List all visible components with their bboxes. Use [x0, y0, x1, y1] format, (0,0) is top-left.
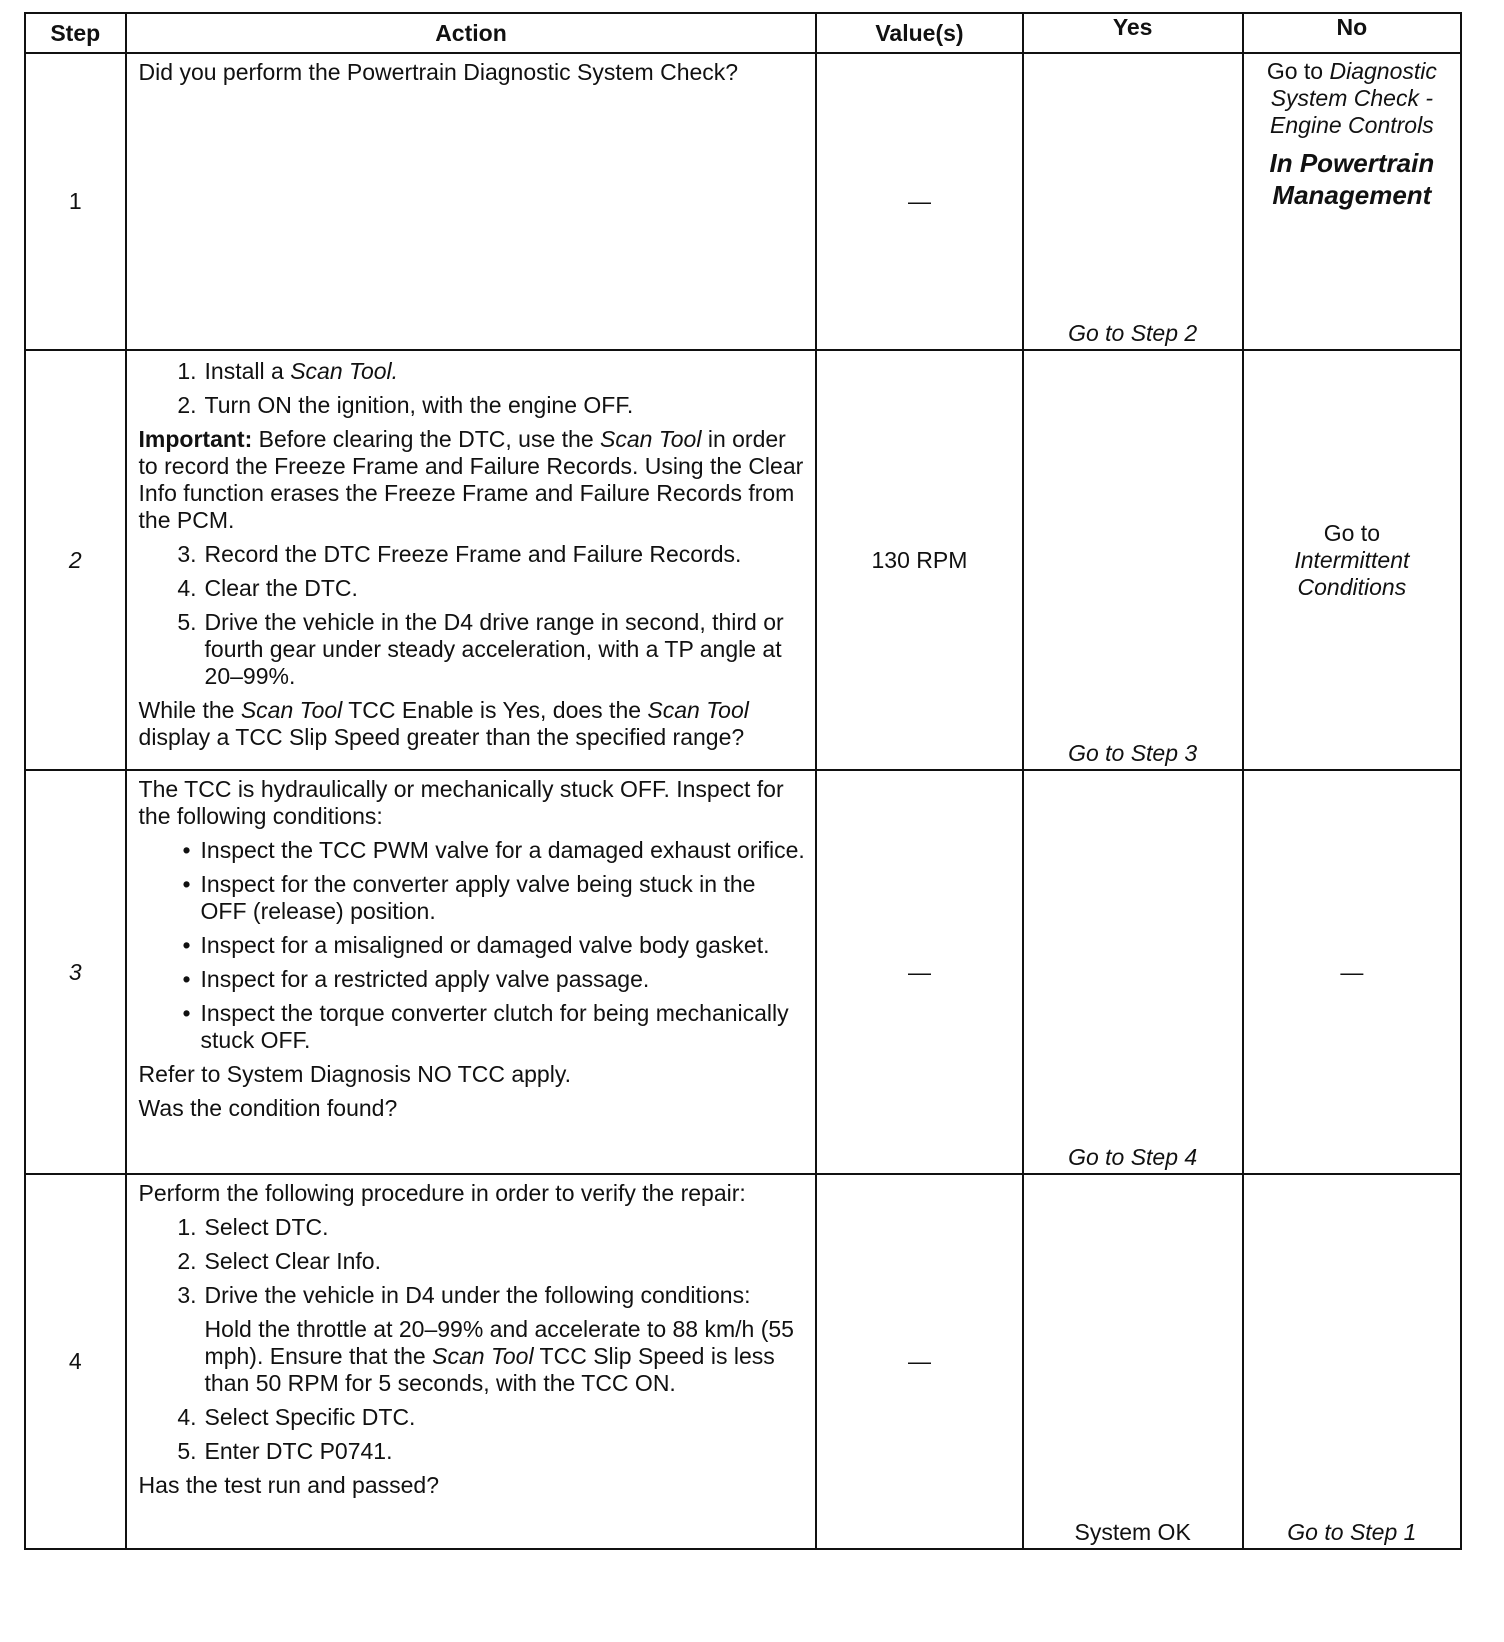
important-note: [139, 426, 808, 534]
value-cell: —: [816, 1174, 1022, 1549]
note-text: Before clearing the DTC, use the: [252, 426, 600, 452]
list-text: Select DTC.: [204, 1214, 329, 1240]
sub-paragraph: [139, 1316, 808, 1397]
value-cell: —: [816, 770, 1022, 1174]
no-prefix: Go to: [1266, 58, 1330, 84]
list-number: 3.: [177, 541, 197, 567]
list-item: [139, 358, 808, 385]
q-text: display a TCC Slip Speed greater than the specified range?: [138, 697, 756, 750]
q-text: While the: [138, 697, 241, 723]
header-row: [25, 13, 1461, 53]
q-emphasis: Scan Tool: [240, 697, 343, 723]
list-text: Enter DTC P0741.: [204, 1438, 393, 1464]
list-text: Select Specific DTC.: [204, 1404, 416, 1430]
header-no: No: [1243, 13, 1461, 53]
bullet-text: Inspect for a misaligned or damaged valve body gasket.: [200, 932, 770, 958]
bullet-item: [139, 966, 808, 993]
bullet-item: [139, 932, 808, 959]
action-cell: [126, 350, 817, 770]
question-text: Has the test run and passed?: [138, 1472, 440, 1498]
bullet-text: Inspect for a restricted apply valve passage.: [200, 966, 650, 992]
intro-text: The TCC is hydraulically or mechanically stuck OFF. Inspect for the following conditions:: [138, 776, 784, 829]
bullet: •: [182, 837, 191, 863]
list-number: 1.: [177, 358, 197, 384]
step-number: 3: [25, 770, 126, 1174]
bullet: •: [182, 966, 191, 992]
no-cell: [1243, 350, 1461, 770]
list-item: [139, 1438, 808, 1465]
list-text: Drive the vehicle in D4 under the following conditions:: [204, 1282, 751, 1308]
bullet: •: [182, 932, 191, 958]
yes-result: Go to Step 4: [1068, 1144, 1198, 1170]
yes-cell: [1023, 770, 1243, 1174]
intro-text: Perform the following procedure in order to verify the repair:: [138, 1180, 746, 1206]
bullet-text: Inspect for the converter apply valve being stuck in the OFF (release) position.: [200, 871, 756, 924]
header-yes: Yes: [1023, 13, 1243, 53]
header-values: Value(s): [816, 13, 1022, 53]
list-text: Drive the vehicle in the D4 drive range in second, third or fourth gear under steady acceleration, with a TP angle at 20–99%.: [204, 609, 784, 689]
question-text: [139, 697, 808, 751]
list-number: 4.: [177, 1404, 197, 1430]
list-number: 4.: [177, 575, 197, 601]
bullet-item: [139, 871, 808, 925]
refer-text: Refer to System Diagnosis NO TCC apply.: [138, 1061, 572, 1087]
question-text: Was the condition found?: [138, 1095, 398, 1121]
no-result: [1244, 58, 1460, 139]
action-cell: [126, 1174, 817, 1549]
header-step: Step: [25, 13, 126, 53]
no-link: Diagnostic System Check - Engine Controls: [1270, 58, 1437, 138]
table-row-step-2: [25, 350, 1461, 770]
list-text: Install a: [204, 358, 291, 384]
note-text: in order to record the Freeze Frame and Failure Records. Using the Clear Info function erases the Freeze Frame and Failure Records from the PCM.: [138, 426, 810, 533]
bullet-text: Inspect the TCC PWM valve for a damaged exhaust orifice.: [200, 837, 805, 863]
table-row-step-3: [25, 770, 1461, 1174]
list-item: [139, 575, 808, 602]
yes-cell: [1023, 1174, 1243, 1549]
list-number: 5.: [177, 1438, 197, 1464]
step-number: 4: [25, 1174, 126, 1549]
important-label: Important:: [138, 426, 253, 452]
action-cell: [126, 53, 817, 350]
yes-result: System OK: [1074, 1519, 1191, 1545]
yes-result: Go to Step 3: [1068, 740, 1198, 766]
list-number: 1.: [177, 1214, 197, 1240]
sub-emphasis: Scan Tool: [432, 1343, 534, 1369]
list-text-emphasis: Scan Tool.: [290, 358, 399, 384]
note-emphasis: Scan Tool: [600, 426, 702, 452]
no-reference: In Powertrain Management: [1269, 148, 1435, 210]
table-row-step-4: [25, 1174, 1461, 1549]
no-link: Intermittent Conditions: [1294, 546, 1410, 600]
list-item: [139, 541, 808, 568]
value-cell: —: [816, 53, 1022, 350]
action-cell: [126, 770, 817, 1174]
no-cell: [1243, 53, 1461, 350]
no-prefix: Go to: [1323, 519, 1380, 546]
question-text: Did you perform the Powertrain Diagnostic System Check?: [138, 59, 739, 85]
q-text: TCC Enable is Yes, does the: [342, 697, 648, 723]
list-text: Select Clear Info.: [204, 1248, 381, 1274]
q-emphasis: Scan Tool: [647, 697, 749, 723]
list-item: [139, 1282, 808, 1309]
list-item: [139, 1248, 808, 1275]
list-number: 3.: [177, 1282, 197, 1308]
list-item: [139, 392, 808, 419]
list-number: 5.: [177, 609, 197, 635]
list-number: 2.: [177, 1248, 197, 1274]
sub-text: Hold the throttle at 20–99% and accelerate to 88 km/h (55 mph). Ensure that the: [204, 1316, 801, 1369]
list-item: [139, 1404, 808, 1431]
no-cell: [1243, 1174, 1461, 1549]
bullet-item: [139, 837, 808, 864]
step-number: 2: [25, 350, 126, 770]
bullet-item: [139, 1000, 808, 1054]
bullet-text: Inspect the torque converter clutch for being mechanically stuck OFF.: [200, 1000, 789, 1053]
list-text: Turn ON the ignition, with the engine OFF.: [204, 392, 634, 418]
sub-text: TCC Slip Speed is less than 50 RPM for 5 seconds, with the TCC ON.: [204, 1343, 782, 1396]
header-action: Action: [126, 13, 817, 53]
yes-cell: [1023, 350, 1243, 770]
no-cell: —: [1243, 770, 1461, 1174]
list-text: Record the DTC Freeze Frame and Failure Records.: [204, 541, 742, 567]
list-text: Clear the DTC.: [204, 575, 358, 601]
table-row-step-1: [25, 53, 1461, 350]
list-item: [139, 609, 808, 690]
yes-cell: [1023, 53, 1243, 350]
value-cell: 130 RPM: [816, 350, 1022, 770]
diagnostic-table: [24, 12, 1462, 1550]
step-number: 1: [25, 53, 126, 350]
yes-result: Go to Step 2: [1068, 320, 1198, 346]
list-number: 2.: [177, 392, 197, 418]
bullet: •: [182, 871, 191, 897]
no-result: Go to Step 1: [1287, 1519, 1417, 1545]
list-item: [139, 1214, 808, 1241]
bullet: •: [182, 1000, 191, 1026]
